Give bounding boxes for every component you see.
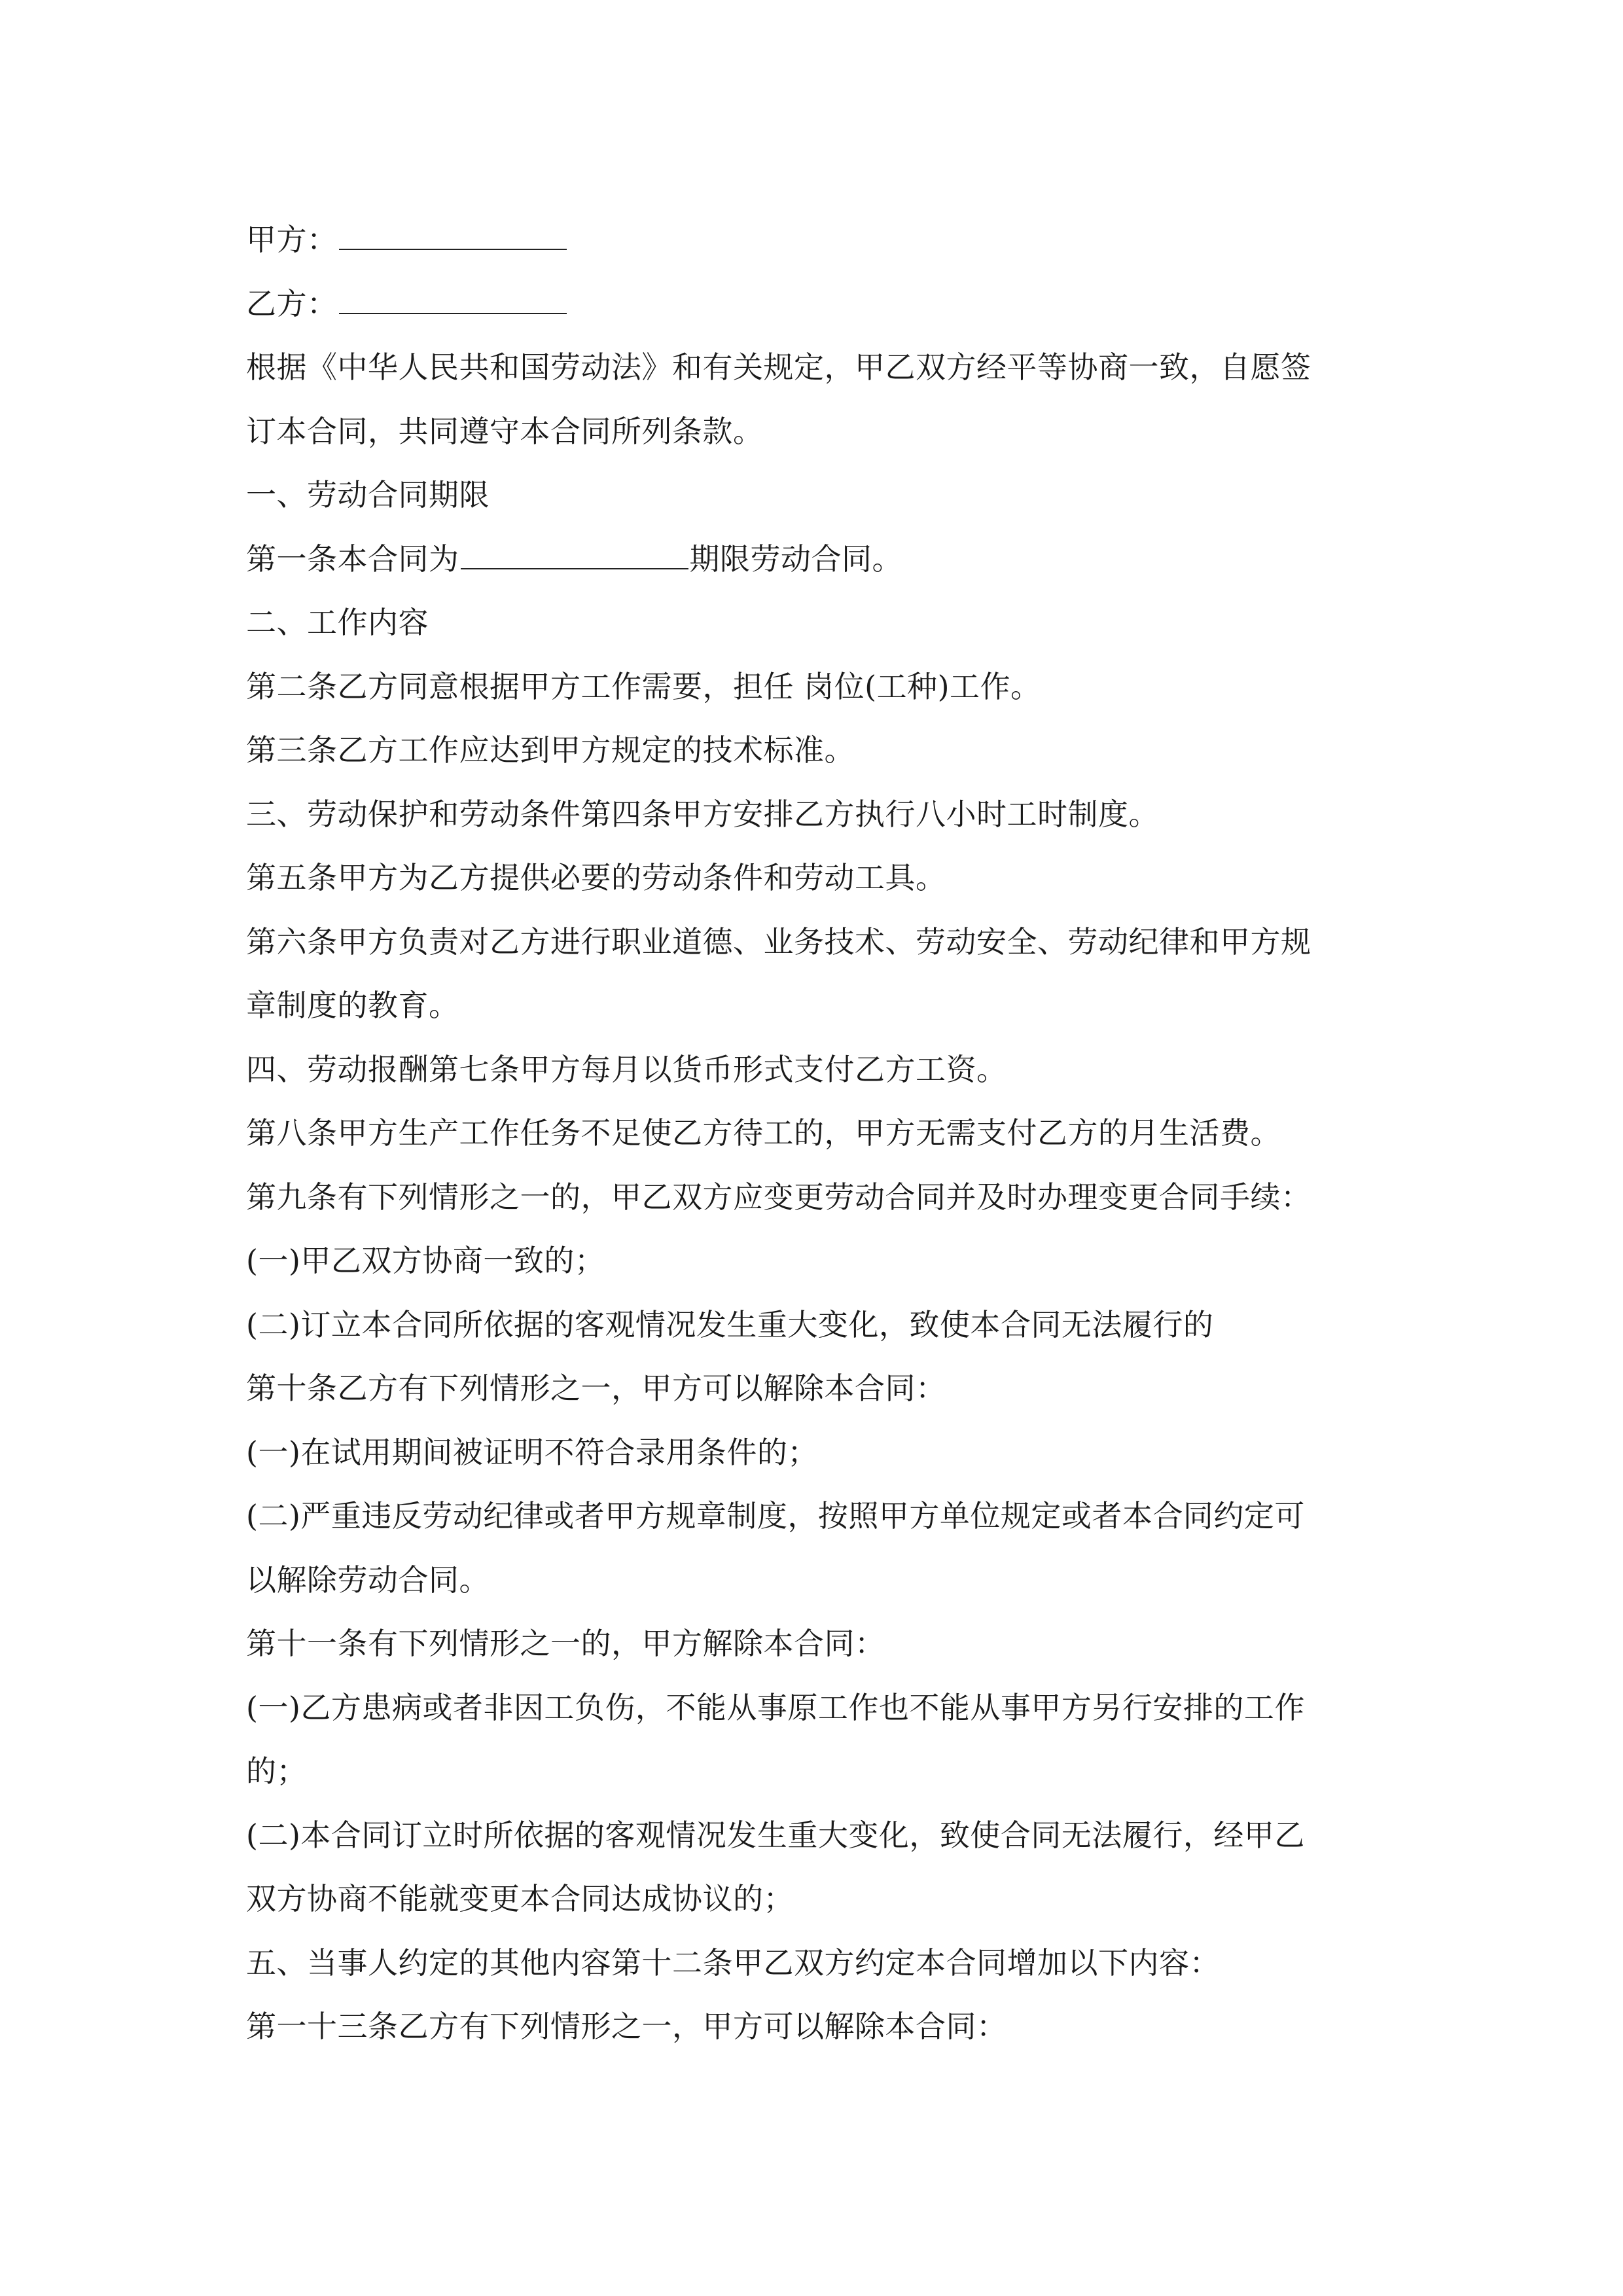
section-5-heading-article-12: 五、当事人约定的其他内容第十二条甲乙双方约定本合同增加以下内容： (246, 1945, 1220, 1981)
article-1 (246, 528, 1411, 592)
intro-line-1: 根据《中华人民共和国劳动法》和有关规定，甲乙双方经平等协商一致，自愿签 (246, 350, 1311, 385)
article-11-item-1-line-1: (一)乙方患病或者非因工负伤，不能从事原工作也不能从事甲方另行安排的工作 (246, 1689, 1305, 1725)
article-9: 第九条有下列情形之一的，甲乙双方应变更劳动合同并及时办理变更合同手续： (246, 1179, 1311, 1215)
article-11-item-2-line-1: (二)本合同订立时所依据的客观情况发生重大变化，致使合同无法履行，经甲乙 (246, 1817, 1305, 1853)
article-1-suffix: 期限劳动合同。 (689, 541, 902, 577)
article-8: 第八条甲方生产工作任务不足使乙方待工的，甲方无需支付乙方的月生活费。 (246, 1115, 1281, 1151)
party-a-label: 甲方： (246, 222, 338, 257)
contract-body (246, 208, 1411, 2059)
article-9-item-2: (二)订立本合同所依据的客观情况发生重大变化，致使本合同无法履行的 (246, 1306, 1214, 1342)
contract-term-blank (461, 537, 688, 569)
party-b-blank (339, 281, 567, 314)
article-10-item-2-line-2: 以解除劳动合同。 (246, 1562, 490, 1598)
article-10-item-1: (一)在试用期间被证明不符合录用条件的； (246, 1434, 818, 1470)
party-a-blank (339, 217, 567, 250)
article-11-item-1-line-2: 的； (246, 1753, 307, 1789)
intro-line-2: 订本合同，共同遵守本合同所列条款。 (246, 413, 764, 449)
article-3: 第三条乙方工作应达到甲方规定的技术标准。 (246, 732, 855, 768)
party-b-line (246, 272, 1411, 336)
section-3-heading-article-4: 三、劳动保护和劳动条件第四条甲方安排乙方执行八小时工时制度。 (246, 796, 1159, 832)
article-5: 第五条甲方为乙方提供必要的劳动条件和劳动工具。 (246, 860, 946, 895)
article-11-item-2-line-2: 双方协商不能就变更本合同达成协议的； (246, 1881, 794, 1916)
article-1-prefix: 第一条本合同为 (246, 541, 459, 577)
article-6-line-1: 第六条甲方负责对乙方进行职业道德、业务技术、劳动安全、劳动纪律和甲方规 (246, 924, 1311, 960)
article-13: 第一十三条乙方有下列情形之一，甲方可以解除本合同： (246, 2009, 1007, 2044)
article-10: 第十条乙方有下列情形之一，甲方可以解除本合同： (246, 1371, 946, 1406)
section-1-heading: 一、劳动合同期限 (246, 477, 490, 512)
section-4-heading-article-7: 四、劳动报酬第七条甲方每月以货币形式支付乙方工资。 (246, 1051, 1007, 1087)
section-2-heading: 二、工作内容 (246, 605, 429, 640)
party-a-line (246, 208, 1411, 272)
article-10-item-2-line-1: (二)严重违反劳动纪律或者甲方规章制度，按照甲方单位规定或者本合同约定可 (246, 1498, 1305, 1534)
article-9-item-1: (一)甲乙双方协商一致的； (246, 1243, 605, 1278)
party-b-label: 乙方： (246, 285, 338, 321)
article-11: 第十一条有下列情形之一的，甲方解除本合同： (246, 1626, 885, 1661)
article-2: 第二条乙方同意根据甲方工作需要，担任 岗位(工种)工作。 (246, 668, 1041, 704)
article-6-line-2: 章制度的教育。 (246, 988, 459, 1023)
